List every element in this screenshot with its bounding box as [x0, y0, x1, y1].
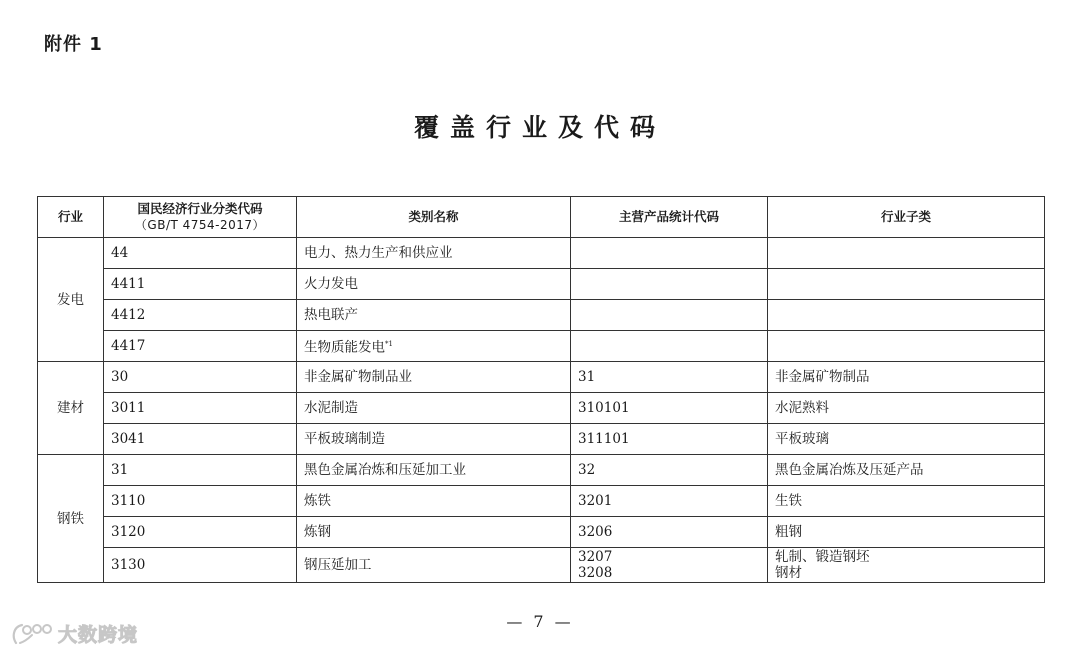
product-code-line: 3207 — [578, 549, 613, 565]
subcategory-cell — [768, 548, 1045, 583]
subcategory-cell: 平板玻璃 — [768, 424, 1045, 455]
code-cell: 31 — [104, 455, 297, 486]
header-industry-code — [104, 197, 297, 238]
table-row — [38, 517, 1045, 548]
name-cell: 热电联产 — [297, 300, 571, 331]
code-cell: 3041 — [104, 424, 297, 455]
subcategory-cell: 黑色金属冶炼及压延产品 — [768, 455, 1045, 486]
code-cell: 3110 — [104, 486, 297, 517]
code-cell: 44 — [104, 238, 297, 269]
industry-cell-power: 发电 — [38, 238, 104, 362]
attachment-label: 附件 1 — [44, 34, 103, 55]
product-code-cell — [571, 331, 768, 362]
subcategory-cell: 粗钢 — [768, 517, 1045, 548]
code-cell: 4417 — [104, 331, 297, 362]
watermark-text: 大数跨境 — [58, 624, 139, 646]
table-row — [38, 269, 1045, 300]
subcategory-cell: 生铁 — [768, 486, 1045, 517]
subcategory-cell — [768, 300, 1045, 331]
product-code-cell — [571, 548, 768, 583]
table-row — [38, 331, 1045, 362]
product-code-cell: 311101 — [571, 424, 768, 455]
name-cell: 炼钢 — [297, 517, 571, 548]
subcategory-line: 钢材 — [775, 565, 802, 581]
name-cell: 黑色金属冶炼和压延加工业 — [297, 455, 571, 486]
product-code-cell: 310101 — [571, 393, 768, 424]
footnote-mark: *1 — [385, 340, 393, 349]
table-row — [38, 362, 1045, 393]
product-code-cell: 3206 — [571, 517, 768, 548]
product-code-cell: 32 — [571, 455, 768, 486]
name-cell: 非金属矿物制品业 — [297, 362, 571, 393]
code-cell: 3011 — [104, 393, 297, 424]
name-cell: 水泥制造 — [297, 393, 571, 424]
code-cell: 4411 — [104, 269, 297, 300]
code-cell: 3120 — [104, 517, 297, 548]
table-row — [38, 548, 1045, 583]
header-product-code: 主营产品统计代码 — [571, 197, 768, 238]
table-row — [38, 455, 1045, 486]
page-title: 覆盖行业及代码 — [413, 113, 666, 142]
watermark — [10, 620, 138, 647]
header-code-line2: （GB/T 4754-2017） — [134, 218, 266, 232]
header-subcategory: 行业子类 — [768, 197, 1045, 238]
subcategory-line: 轧制、锻造钢坯 — [775, 549, 870, 565]
industry-cell-building-materials: 建材 — [38, 362, 104, 455]
subcategory-cell: 非金属矿物制品 — [768, 362, 1045, 393]
product-code-line: 3208 — [578, 565, 613, 581]
industry-code-table — [37, 196, 1045, 583]
industry-cell-steel: 钢铁 — [38, 455, 104, 583]
name-cell: 炼铁 — [297, 486, 571, 517]
product-code-cell: 3201 — [571, 486, 768, 517]
code-cell: 3130 — [104, 548, 297, 583]
header-category-name: 类别名称 — [297, 197, 571, 238]
name-cell — [297, 331, 571, 362]
subcategory-cell — [768, 269, 1045, 300]
subcategory-cell — [768, 238, 1045, 269]
table-row — [38, 300, 1045, 331]
code-cell: 30 — [104, 362, 297, 393]
header-code-line1: 国民经济行业分类代码 — [137, 201, 263, 216]
table-header-row — [38, 197, 1045, 238]
product-code-cell — [571, 300, 768, 331]
table-row — [38, 238, 1045, 269]
product-code-cell: 31 — [571, 362, 768, 393]
name-cell: 火力发电 — [297, 269, 571, 300]
brand-logo-icon — [10, 621, 54, 647]
header-industry: 行业 — [38, 197, 104, 238]
product-code-cell — [571, 269, 768, 300]
name-cell: 钢压延加工 — [297, 548, 571, 583]
code-cell: 4412 — [104, 300, 297, 331]
table-row — [38, 393, 1045, 424]
subcategory-cell — [768, 331, 1045, 362]
name-text: 生物质能发电 — [304, 339, 385, 356]
name-cell: 电力、热力生产和供应业 — [297, 238, 571, 269]
table-row — [38, 486, 1045, 517]
subcategory-cell: 水泥熟料 — [768, 393, 1045, 424]
product-code-cell — [571, 238, 768, 269]
table-row — [38, 424, 1045, 455]
page-number: — 7 — — [506, 612, 574, 631]
name-cell: 平板玻璃制造 — [297, 424, 571, 455]
